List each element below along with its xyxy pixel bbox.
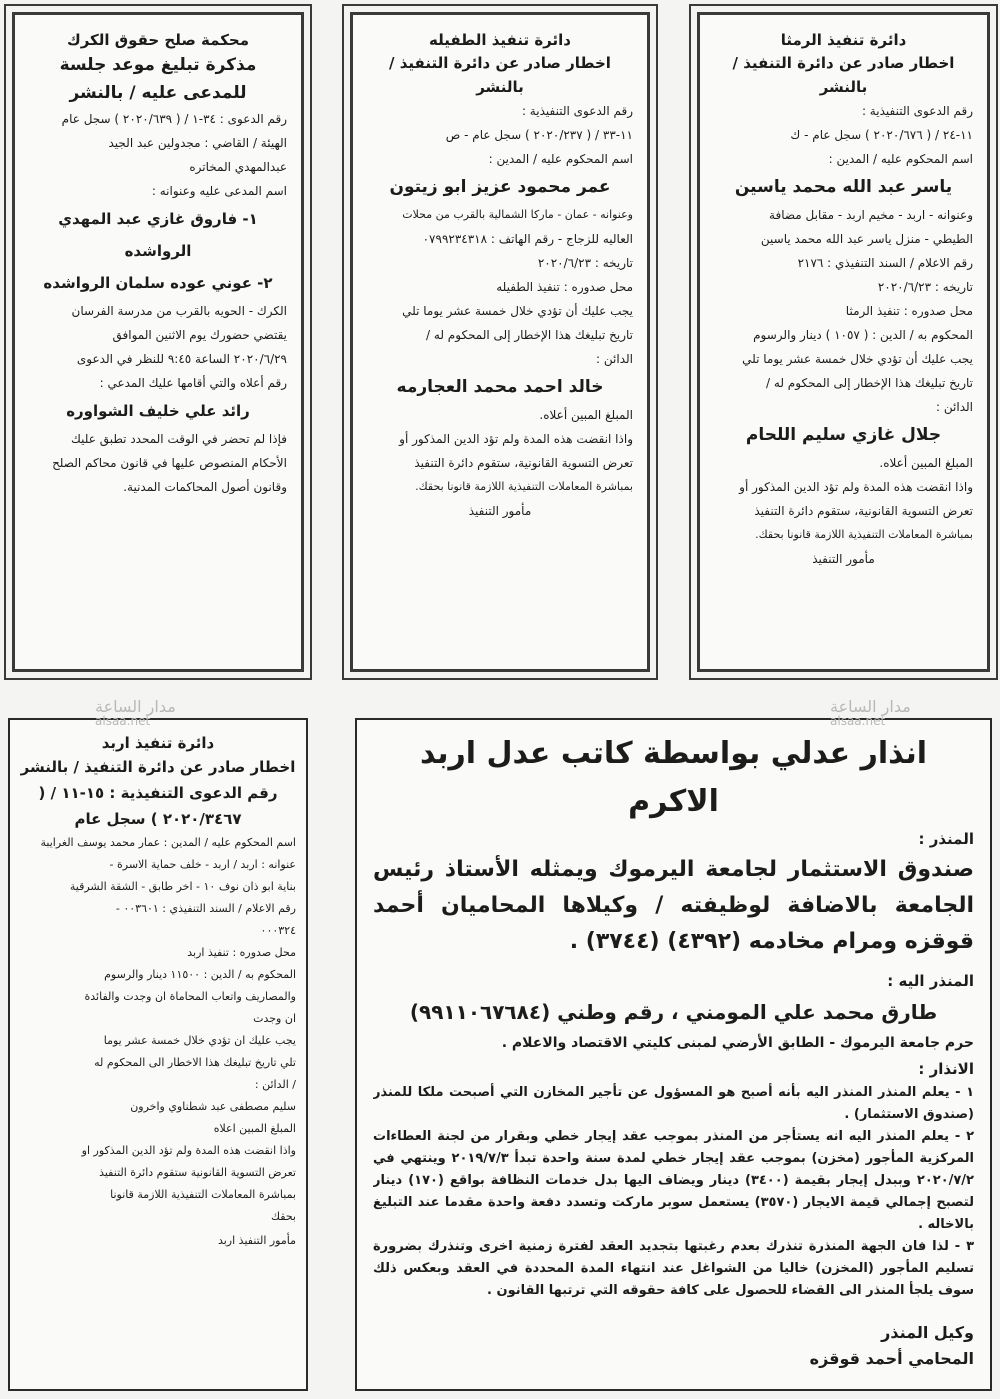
notice-subtitle: اخطار صادر عن دائرة التنفيذ / بالنشر [732,54,955,96]
watermark-domain: alsaa.net [830,714,886,728]
debtor-name: عمر محمود عزيز ابو زيتون [389,177,611,197]
notice-line: بمباشرة المعاملات التنفيذية اللازمة قانونا بحقك. [415,480,633,493]
notice-line: سليم مصطفى عبد شطناوي واخرون [130,1100,296,1113]
recipient-name: طارق محمد علي المومني ، رقم وطني (٩٩١١٠٦٧٦٨٤) [409,1000,938,1024]
notice-line: محل صدوره : تنفيذ اربد [187,946,296,959]
notice-line: يجب عليك ان تؤدي خلال خمسة عشر يوما [103,1034,296,1047]
notice-line: تاريخه : ٢٠٢٠/٦/٢٣ [537,256,633,270]
notice-signature: مأمور التنفيذ [812,552,875,566]
watermark [830,697,911,728]
notice-subtitle: مذكرة تبليغ موعد جلسة للمدعى عليه / بالنشر [59,55,257,103]
notice-line: عبدالمهدي المخاتره [189,160,287,174]
warning-paragraph: ٢ - يعلم المنذر اليه انه يستأجر من المنذر بموجب عقد إيجار خطي وبقرار من لجنة العطاءات المركزية المأجور (مخزن) بموجب عقد إيجار خطي لمدة سنة واحدة تبدأ ٢٠١٩/٧/٣ وينتهي في ٢٠٢٠/٧/٢ وببدل إيجار بقيمة (٣٤٠٠) دينار ويضاف اليها بدل خدمات النظافة بواقع (١٧٠) دينار لتصبح إجمالي قيمة الايجار (٣٥٧٠) يستعمل سوبر ماركت وتسدد دفعة واحدة مقدما عند التبليغ بالاخاله . [373,1129,974,1232]
notice-title: دائرة تنفيذ الرمثا [780,31,907,49]
notice-line: الدائن : [596,352,633,366]
notice-line: اسم المحكوم عليه / المدين : [488,152,633,166]
notice-line: المبلغ المبين اعلاه [213,1122,296,1135]
notice-line: تاريخ تبليغك هذا الإخطار إلى المحكوم له / [766,376,973,390]
notice-line: بحقك [271,1210,296,1223]
notice-line: ان وجدت [253,1012,296,1025]
notice-line: اسم المدعى عليه وعنوانه : [151,184,287,198]
notice-line: رقم الدعوى التنفيذية : [861,104,973,118]
notice-subtitle: اخطار صادر عن دائرة التنفيذ / بالنشر [389,54,611,96]
notice-line: الهيئة / القاضي : مجدولين عبد الجيد [108,136,287,150]
recipient-address: حرم جامعة اليرموك - الطابق الأرضي لمبنى كليتي الاقتصاد والاعلام . [501,1035,974,1051]
notice-line: فإذا لم تحضر في الوقت المحدد تطبق عليك [71,432,287,446]
notice-line: بناية ابو ذان نوف ١٠ - اخر طابق - الشقة الشرقية [69,880,296,893]
notice-line: ٠٠٠٣٢٤ [260,924,296,937]
notice-line: رقم الاعلام / السند التنفيذي : ٢١٧٦ [797,256,973,270]
notice-line: العاليه للزجاج - رقم الهاتف : ٠٧٩٩٢٣٤٣١٨ [422,232,633,246]
notice-ramtha [697,12,990,672]
notice-line: الأحكام المنصوص عليها في قانون محاكم الصلح [52,456,287,470]
watermark [95,697,176,728]
notice-line: تعرض التسوية القانونية، ستقوم دائرة التنفيذ [414,456,633,470]
notice-line: الدائن : [936,400,973,414]
notice-line: اسم المحكوم عليه / المدين : [828,152,973,166]
notice-subtitle: اخطار صادر عن دائرة التنفيذ / بالنشر [20,758,296,776]
notice-line: رقم الاعلام / السند التنفيذي : ٠٠٣٦٠١ - [115,902,296,915]
notice-line: المحكوم به / الدين : ١١٥٠٠ دينار والرسوم [104,968,296,981]
creditor-name: خالد احمد محمد العجارمه [396,377,604,397]
notice-line: ١١-٢٤ / ( ٢٠٢٠/٦٧٦ ) سجل عام - ك [790,128,973,142]
notice-karak [12,12,304,672]
debtor-name: ياسر عبد الله محمد ياسين [734,177,953,197]
notice-line: / الدائن : [254,1078,296,1091]
notice-irbid [8,718,308,1391]
creditor-name: جلال غازي سليم اللحام [745,425,942,445]
warning-paragraph: ١ - يعلم المنذر المنذر اليه بأنه أصبح هو المسؤول عن تأجير المخازن التي أصبحت ملكا للمنذر (صندوق الاستثمار) . [373,1085,974,1122]
notice-line: واذا انقضت هذه المدة ولم تؤد الدين المذكور او [81,1144,296,1157]
signature-title: وكيل المنذر [881,1323,974,1342]
notice-signature: مأمور التنفيذ [468,504,532,518]
notice-line: وعنوانه - اربد - مخيم اربد - مقابل مضافة [769,208,973,222]
warning-title: انذار عدلي بواسطة كاتب عدل اربد الاكرم [419,736,928,819]
warning-paragraph: ٣ - لذا فان الجهة المنذرة تنذرك بعدم رغبتها بتجديد العقد لفترة زمنية اخرى وتنذرك بضرورة تسليم المأجور (المخزن) خاليا من الشواغل عند انتهاء المدة المحددة في العقد وبعكس ذلك سوف يلجأ المنذر الى القضاء للحصول على كافة حقوقه التي ترتبها القانون . [373,1239,974,1298]
notice-line: تعرض التسوية القانونية، ستقوم دائرة التنفيذ [754,504,973,518]
notice-line: اسم المحكوم عليه / المدين : عمار محمد يوسف الغرايبة [40,836,296,849]
notice-line: المبلغ المبين أعلاه. [539,408,633,422]
notice-line: رقم الدعوى التنفيذية : [521,104,633,118]
notice-line: عنوانه : اربد / اربد - خلف حماية الاسرة - [109,858,296,871]
watermark-name: مدار الساعة [95,697,176,716]
notice-line: تعرض التسوية القانونية ستقوم دائرة التنفيذ [99,1166,296,1179]
notice-line: وعنوانه - عمان - ماركا الشمالية بالقرب من محلات [402,208,633,221]
watermark-name: مدار الساعة [830,697,911,716]
notice-line: بمباشرة المعاملات التنفيذية اللازمة قانونا [110,1188,296,1201]
notice-line: تاريخه : ٢٠٢٠/٦/٢٣ [877,280,973,294]
notice-line: الطيطي - منزل ياسر عبد الله محمد ياسين [760,232,973,246]
notice-line: رقم أعلاه والتي أقامها عليك المدعي : [99,376,287,390]
recipient-label: المنذر اليه : [887,972,974,990]
notice-line: ١١-٣٣ / ( ٢٠٢٠/٢٣٧ ) سجل عام - ص [445,128,633,142]
notice-line: تلي تاريخ تبليغك هذا الاخطار الى المحكوم له [94,1056,296,1069]
notice-line: تاريخ تبليغك هذا الإخطار إلى المحكوم له / [426,328,633,342]
notice-line: المحكوم به / الدين : ( ١٠٥٧ ) دينار والرسوم [753,328,973,342]
defendant-name: ٢- عوني عوده سلمان الرواشده [43,274,273,292]
plaintiff-name: رائد علي خليف الشواوره [66,402,250,420]
notice-line: والمصاريف واتعاب المحاماة ان وجدت والفائدة [84,990,296,1003]
legal-warning [355,718,992,1391]
notice-title: دائرة تنفيذ اربد [101,734,215,752]
warner-text: صندوق الاستثمار لجامعة اليرموك ويمثله الأستاذ رئيس الجامعة بالاضافة لوظيفته / وكيلاها المحاميان أحمد قوقزه ومرام مخادمه (٤٣٩٢) (٣٧٤٤) . [373,857,974,954]
notice-line: واذا انقضت هذه المدة ولم تؤد الدين المذكور أو [739,480,973,494]
notice-line: رقم الدعوى : ٣٤-١ / ( ٢٠٢٠/٦٣٩ ) سجل عام [61,112,287,126]
notice-title: محكمة صلح حقوق الكرك [66,31,250,49]
notice-line: واذا انقضت هذه المدة ولم تؤد الدين المذكور أو [399,432,633,446]
notice-line: المبلغ المبين أعلاه. [879,456,973,470]
notice-tafila [350,12,650,672]
notice-line: يقتضي حضورك يوم الاثنين الموافق [112,328,287,342]
defendant-name: ١- فاروق غازي عبد المهدي الرواشده [58,210,258,260]
notice-line: بمباشرة المعاملات التنفيذية اللازمة قانونا بحقك. [755,528,973,541]
notice-line: محل صدوره : تنفيذ الرمثا [845,304,973,318]
notice-line: يجب عليك أن تؤدي خلال خمسة عشر يوما تلي [742,352,973,366]
warner-label: المنذر : [918,830,974,848]
notice-line: يجب عليك أن تؤدي خلال خمسة عشر يوما تلي [402,304,633,318]
notice-line: ٢٠٢٠/٦/٢٩ الساعة ٩:٤٥ للنظر في الدعوى [76,352,287,366]
case-number: رقم الدعوى التنفيذية : ١٥-١١ / ( ٢٠٢٠/٣٤٦٧ ) سجل عام [38,784,278,828]
notice-line: الكرك - الحويه بالقرب من مدرسة الفرسان [71,304,287,318]
signature-name: المحامي أحمد قوقزه [809,1349,974,1368]
notice-line: محل صدوره : تنفيذ الطفيله [496,280,633,294]
notice-line: وقانون أصول المحاكمات المدنية. [123,480,287,494]
notice-signature: مأمور التنفيذ اربد [217,1234,296,1247]
watermark-domain: alsaa.net [95,714,151,728]
notice-title: دائرة تنفيذ الطفيله [429,31,571,49]
warning-label: الانذار : [918,1060,974,1078]
